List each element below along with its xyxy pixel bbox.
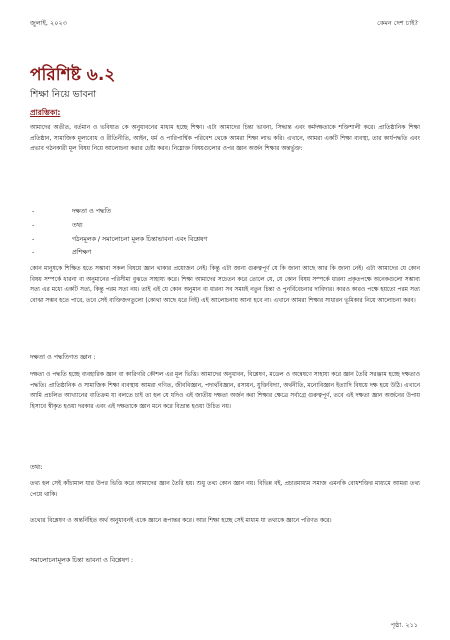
list-item [30,219,207,233]
bullet-marker: - [32,208,35,215]
info-heading: তথ্য: [30,464,43,471]
bullet-marker: - [32,235,35,243]
skills-heading: দক্ষতা ও পদ্ধতিগত জ্ঞান : [30,354,96,361]
list-item-label: দক্ষতা ও পদ্ধতি [72,208,112,215]
intro-heading: প্রারম্ভিকা: [30,108,61,117]
bullet-marker: - [32,249,35,257]
running-header [30,18,418,29]
header-date: জুলাই, ২০২৩ [30,19,67,27]
skills-paragraph: দক্ষতা ও পদ্ধতি হচ্ছে ব্যবহারিক জ্ঞান বা কারিগরি কৌশল এর মূল ভিত্তি। আমাদের অনুধাবন, বিশ্লেষণ, মডেল ও অন্বেষণে সাহায্য করে জ্ঞান তৈরি সরঞ্জাম হচ্ছে দক্ষতাও পদ্ধতি। প্রাতিষ্ঠানিক ও সামাজিক শিক্ষা ব্যবস্থায় আমরা গণিত, জীববিজ্ঞান, পদার্থবিজ্ঞান, রসায়ন, যুক্তিবিদ্যা, অর্থনীতি, মনোবিজ্ঞান ইত্যাদি বিষয়ে দক্ষ হয়ে উঠি। এখানে আমি প্রচলিত আখ্যানের ব্যতিক্রম যা বলতে চাই তা হল যে যদিও এই জাতীয় দক্ষতা অর্জন করা শিক্ষার ক্ষেত্রে সর্বাগ্রে গুরুত্বপূর্ণ, তবে এই দক্ষতা জ্ঞান অর্জনের উপায় হিসাবে স্বীকৃত হওয়া দরকার এবং এই দক্ষতাকে জ্ঞান মনে করে বিভ্রান্ত হওয়া উচিত নয়। [30,372,420,410]
list-item [30,246,207,260]
intro-paragraph: আমাদের অতীত, বর্তমান ও ভবিষ্যত কে অনুধাবনের মাধ্যম হচ্ছে শিক্ষা। এটা আমাদের চিন্তা ভাবনা, সিদ্ধান্ত এবং কর্মদক্ষতাকে শক্তিশালী করে। প্রাতিষ্ঠানিক শিক্ষা প্রতিষ্ঠান, সামাজিক মূল্যবোধ ও রীতিনীতি, আইন, ধর্ম ও পারিপার্শ্বিক পরিবেশ থেকে আমরা শিক্ষা লাভ করি। এখানে, আমরা একটি শিক্ষা ব্যবস্থা, তার কার্যপদ্ধতি এবং প্রভাব গঠনকারী মূল বিষয় নিয়ে আলোচনা করার চেষ্টা করব। নিম্নোক্ত বিষয়গুলোর ওপর জ্ঞান অর্জন শিক্ষার অন্তর্ভুক্ত: [30,125,420,153]
list-item-label: তথ্য [72,221,83,229]
header-book-title: কেমন দেশ চাই? [377,19,418,27]
page-number: পৃষ্ঠা. ২১১ [390,621,418,629]
list-item [30,205,207,219]
bullet-marker: - [32,221,35,229]
info-paragraph-2: তথ্যের বিশ্লেষণ ও অন্তর্নিহিত অর্থ অনুধাবনই একে জ্ঞানে রূপান্তর করে। আর শিক্ষা হচ্ছে সেই মাধ্যম যা তথ্যকে জ্ঞানে পরিণত করে। [30,518,332,524]
appendix-title: পরিশিষ্ট ৬.২ [30,65,116,85]
topic-list [30,205,207,260]
body-paragraph: কোন মানুষকে শিক্ষিত হতে সম্ভাব্য সকল বিষয়ে জ্ঞান থাকার প্রয়োজন নেই। কিন্তু এটা জানা গুরুত্বপূর্ণ যে কি জানা আছে আর কি জানা নেই। এটা আমাদের যে কোন বিষয় সম্পর্কে ধারনা বা অনুমানের পরিসীমা বুঝতে সাহায্য করে। শিক্ষা আমাদের সচেতন করে তোলে যে, যে কোন বিষয় সম্পর্কে ধারনা প্রকৃতপক্ষে অনেকগুলো সম্ভাব্য সত্য এর মধ্যে একটি সত্য, কিন্তু পরম সত্য নয়। তাই এই যে কোন অনুমান বা ধারনা সব সময়ই নতুন চিন্তা ও পুনর্বিবেচনার দাবিদার। কারও কারও পক্ষে হয়তো পরম সত্য বোঝা সম্ভব হতে পারে, তবে সেই ব্যক্তিজগতুলো (কোথা আছে ধরে নিই) এই আলোচনায় আনা হবে না। এখানে আমরা শিক্ষার সাধারন ভূমিকার নিয়ে আলোচনা করব। [30,266,420,304]
list-item [30,233,207,247]
info-paragraph-1: তথ্য হল সেই কাঁচামাল যার উপর ভিত্তি করে আমাদের জ্ঞান তৈরি হয়। শুধু তথ্য কোন জ্ঞান নয়। বিভিন্ন বই, প্রচারমাধ্যম সমাজ এমনকি বোধশক্তির মাধ্যমে আমরা তথ্য পেয়ে থাকি। [30,481,420,498]
appendix-subtitle: শিক্ষা নিয়ে ভাবনা [30,89,97,100]
list-item-label: গঠনমূলক / সমালোচনা মূলক চিন্তাভাবনা এবং বিশ্লেষণ [72,235,208,243]
list-item-label: প্রশিক্ষণ [72,249,92,257]
critical-thinking-heading: সমালোচনামূলক চিন্তা ভাবনা ও বিশ্লেষণ : [30,557,134,564]
